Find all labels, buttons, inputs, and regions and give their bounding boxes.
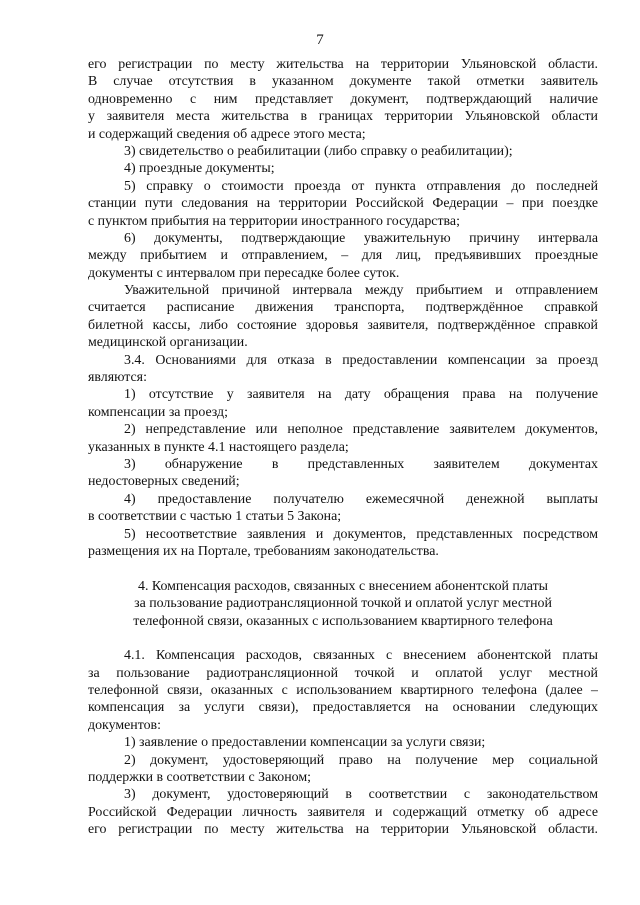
spacer [88, 630, 598, 647]
heading-line: 4. Компенсация расходов, связанных с внесением абонентской платы [138, 578, 548, 594]
text-line: медицинской организации. [88, 335, 248, 351]
text-line: в соответствии с частью 1 статьи 5 Закона; [88, 509, 342, 525]
text-line: 4.1. Компенсация расходов, связанных с внесением абонентской платы [124, 648, 598, 664]
text-line: его регистрации по месту жительства на территории Ульяновской области. [88, 822, 598, 838]
text-line: 1) заявление о предоставлении компенсации за услуги связи; [124, 735, 486, 751]
text-line: и содержащий сведения об адресе этого места; [88, 126, 366, 142]
text-line: телефонной связи, оказанных с использованием квартирного телефона (далее – [88, 683, 598, 699]
spacer [88, 560, 598, 577]
heading-line: телефонной связи, оказанных с использованием квартирного телефона [133, 613, 553, 629]
text-line: недостоверных сведений; [88, 474, 240, 490]
text-line: В случае отсутствия в указанном документе такой отметки заявитель [88, 74, 598, 90]
text-line: у заявителя места жительства в границах территории Ульяновской области [88, 109, 598, 125]
text-line: документов: [88, 717, 161, 733]
text-line: считается расписание движения транспорта, подтверждённое справкой [88, 300, 598, 316]
text-line: 3) обнаружение в представленных заявителем документах [124, 456, 598, 472]
page-number: 7 [316, 32, 324, 48]
text-line: его регистрации по месту жительства на территории Ульяновской области. [88, 57, 598, 72]
text-line: компенсации за проезд; [88, 404, 228, 420]
text-line: 3) свидетельство о реабилитации (либо справку о реабилитации); [124, 143, 513, 159]
text-line: 2) непредставление или неполное представление заявителем документов, [124, 422, 598, 438]
document-body [88, 56, 598, 839]
text-line: станции пути следования на территории Российской Федерации – при поездке [88, 196, 598, 212]
text-line: 3) документ, удостоверяющий в соответствии с законодательством [124, 787, 598, 803]
text-line: между прибытием и отправлением, – для лиц, предъявивших проездные [88, 248, 598, 264]
text-line: 5) справку о стоимости проезда от пункта отправления до последней [124, 178, 598, 194]
text-line: 4) проездные документы; [124, 161, 275, 177]
text-line: 1) отсутствие у заявителя на дату обращения права на получение [124, 387, 598, 403]
section-3-text [88, 56, 598, 560]
section-4-text [88, 647, 598, 838]
text-line: 3.4. Основаниями для отказа в предоставлении компенсации за проезд [124, 352, 598, 368]
text-line: 4) предоставление получателю ежемесячной денежной выплаты [124, 491, 598, 507]
text-line: 2) документ, удостоверяющий право на получение мер социальной [124, 752, 598, 768]
text-line: Российской Федерации личность заявителя и содержащий отметку об адресе [88, 804, 598, 820]
text-line: размещения их на Портале, требованиям законодательства. [88, 543, 439, 559]
text-line: 6) документы, подтверждающие уважительную причину интервала [124, 230, 598, 246]
text-line: документы с интервалом при пересадке более суток. [88, 265, 400, 281]
text-line: являются: [88, 370, 147, 386]
text-line: с пунктом прибытия на территории иностранного государства; [88, 213, 460, 229]
text-line: одновременно с ним представляет документ, подтверждающий наличие [88, 91, 598, 107]
text-line: компенсация за услуги связи), предоставляется на основании следующих [88, 700, 598, 716]
section-4-heading [88, 578, 598, 630]
text-line: указанных в пункте 4.1 настоящего раздела; [88, 439, 349, 455]
text-line: за пользование радиотрансляционной точкой и оплатой услуг местной [88, 665, 598, 681]
text-line: 5) несоответствие заявления и документов, представленных посредством [124, 526, 598, 542]
heading-line: за пользование радиотрансляционной точкой и оплатой услуг местной [134, 596, 552, 612]
text-line: билетной кассы, либо состояние здоровья заявителя, подтверждённое справкой [88, 317, 598, 333]
text-line: Уважительной причиной интервала между прибытием и отправлением [124, 283, 598, 299]
text-line: поддержки в соответствии с Законом; [88, 770, 311, 786]
